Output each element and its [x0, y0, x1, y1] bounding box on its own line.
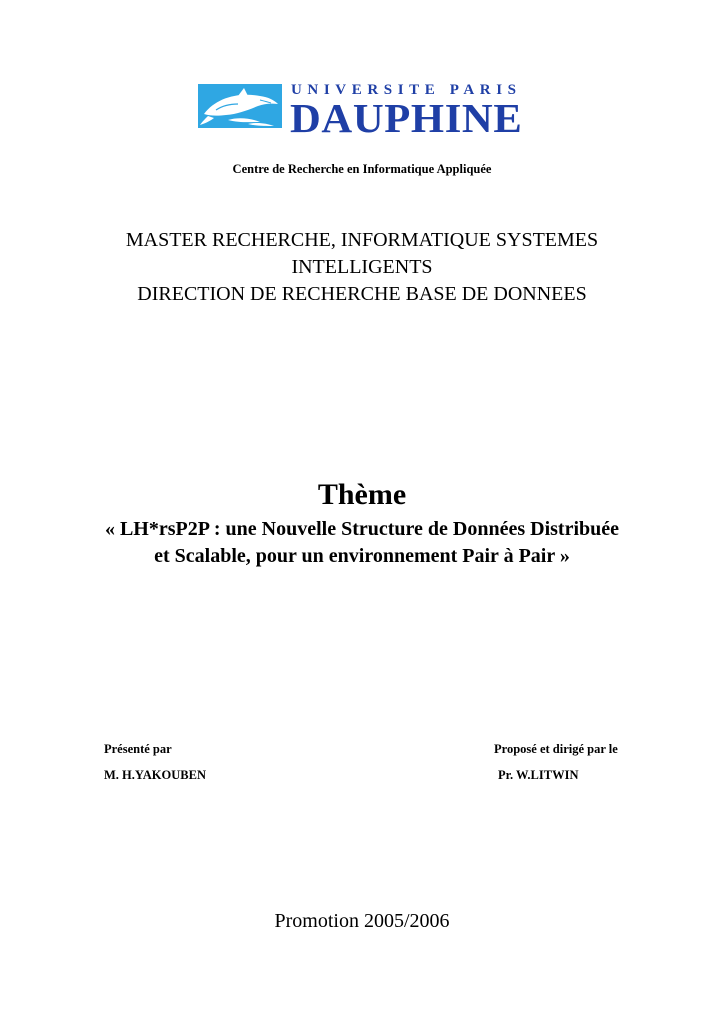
presenter-name: M. H.YAKOUBEN	[104, 768, 206, 782]
program-line-1: MASTER RECHERCHE, INFORMATIQUE SYSTEMES	[125, 229, 599, 251]
presented-label: Présenté par	[104, 742, 172, 756]
logo-university-text: UNIVERSITE PARIS	[291, 82, 522, 98]
dolphin-logo-icon	[198, 84, 282, 128]
subject-line-1: « LH*rsP2P : une Nouvelle Structure de Données Distribuée	[104, 518, 620, 540]
thesis-subject	[0, 516, 724, 570]
program-line-2: INTELLIGENTS	[291, 256, 433, 278]
lab-name: Centre de Recherche en Informatique Appliquée	[232, 162, 492, 176]
program-block	[0, 227, 724, 308]
theme-heading: Thème	[317, 478, 407, 511]
logo-dauphine-text: DAUPHINE	[290, 95, 523, 141]
promotion: Promotion 2005/2006	[274, 910, 450, 932]
directed-label: Proposé et dirigé par le	[494, 742, 618, 756]
program-line-3: DIRECTION DE RECHERCHE BASE DE DONNEES	[137, 283, 587, 305]
director-name: Pr. W.LITWIN	[498, 768, 579, 782]
university-logo	[198, 82, 570, 141]
subject-line-2: et Scalable, pour un environnement Pair à Pair »	[154, 545, 570, 567]
